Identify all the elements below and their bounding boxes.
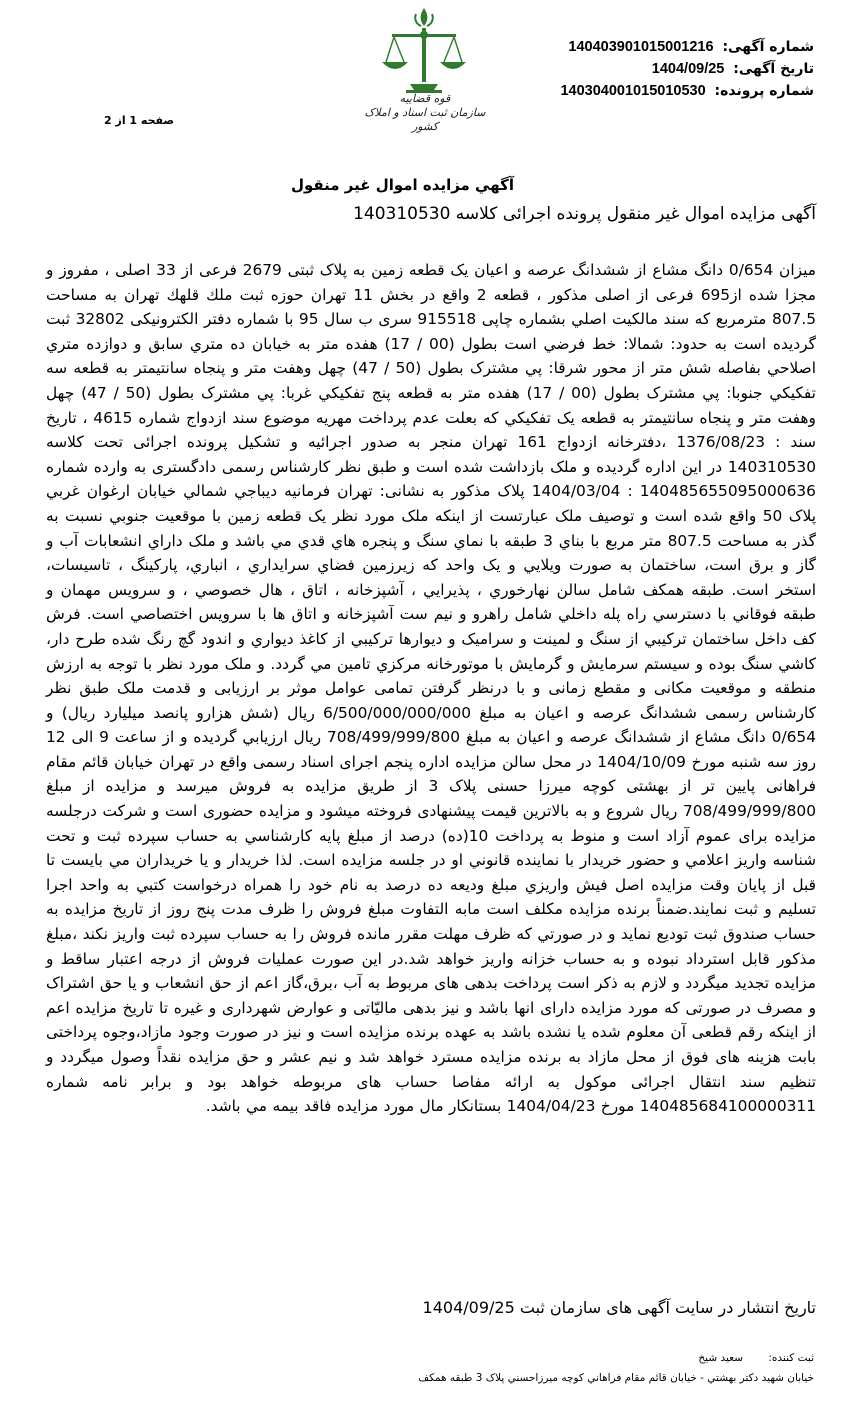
registrar-label: ثبت کننده: — [768, 1352, 814, 1364]
case-number-label: شماره پرونده: — [714, 83, 814, 99]
publication-line: تاریخ انتشار در سایت آگهی های سازمان ثبت 1404/09/25 — [422, 1298, 816, 1317]
notice-body: ميزان 0/654 دانگ مشاع از ششدانگ عرصه و اعيان يک قطعه زمين به پلاک ثبتی 2679 فرعی از 33 اصلی ، مفروز و مجزا شده از695 فرعی از اصلی مذکور ، قطعه 2 واقع در بخش 11 تهران حوزه ثبت ملك قلهك تهران به مساحت 807.5 مترمربع كه سند مالكيت اصلي بشماره چاپی 915518 سری ب سال 95 با شماره دفتر الکترونیکی 32802 ثبت گردیده است به حدود: شمالا: خط فرضي است بطول (00 / 17) هفده متر به خيابان ده متري سابق و دوازده متري اصلاحي بفاصله شش متر از محور شرقا: پي مشترک بطول (50 / 47) چهل وهفت متر و پنجاه سانتيمتر به قطعه سه تفکيکي جنوبا: پي مشترک بطول (00 / 17) هفده متر به قطعه پنج تفکيکي غربا: پي مشترک بطول (50 / 47) چهل وهفت متر و پنجاه سانتيمتر به قطعه يک تفکيکي که بعلت عدم پرداخت مهريه موضوع سند ازدواج شماره 4615 ، تاريخ سند : 1376/08/23 ،دفترخانه ازدواج 161 تهران منجر به صدور اجرائيه و تشکيل پرونده اجرائی تحت کلاسه 140310530 در اين اداره گرديده و ملک بازداشت شده است و طبق نظر کارشناس رسمی دادگستری به وارده شماره 140485655095000636 : 1404/03/04 پلاک مذکور به نشانی: تهران فرمانيه ديباجي شمالي خيابان ارغوان غربي پلاک 50 واقع شده است و توصيف ملک عبارتست از اينکه ملک مورد نظر يک قطعه زمين با موقعيت جنوبي نسبت به گذر به مساحت 807.5 متر مربع با بناي 3 طبقه با نماي سنگ و پنجره هاي قدي مي باشد و ملک داراي انشعابات آب و گاز و برق است، ساختمان به صورت ويلايي و يک واحد که زيرزمين فضاي سرايداري ، انباري، پارکينگ ، تاسيسات، استخر است. طبقه همکف شامل سالن نهارخوري ، پذيرايي ، آشپزخانه ، اتاق ، هال خصوصي ، و سرويس مهمان و طبقه فوقاني با دسترسي راه پله داخلي شامل راهرو و نيم ست آشپزخانه و اتاق ها با سرويس اختصاصي است. فرش کف داخل ساختمان ترکيبي از سنگ و لمينت و سراميک و ديوارها ترکيبي از کاغذ ديواري و اندود گچ رنگ شده طرح دار، کاشي سنگ بوده و سيستم سرمايش و گرمايش با موتورخانه مرکزي تامين مي گردد. و ملک مورد نظر با توجه به ارزش منطقه و موقعيت مکانی و مقطع زمانی و با درنظر گرفتن تمامی عوامل موثر بر ارزيابی و قدمت ملک طبق نظر کارشناس رسمی ششدانگ عرصه و اعيان به مبلغ 6/500/000/000/000 ريال (شش هزارو پانصد ميليارد ريال) و 0/654 دانگ مشاع از ششدانگ عرصه و اعيان به مبلغ 708/499/999/800 ريال ارزيابي گرديده و از ساعت 9 الی 12 روز سه شنبه مورخ 1404/10/09 در محل سالن مزايده اداره پنجم اجرای اسناد رسمی واقع در تهران خيابان قائم مقام فراهانی پايين تر از بهشتی کوچه ميرزا حسنی پلاک 3 از طريق مزايده به فروش ميرسد و مزايده از مبلغ 708/499/999/800 ريال شروع و به بالاترين قيمت پيشنهادی فروخته ميشود و مزايده حضوری است و شرکت درجلسه مزايده برای عموم آزاد است و منوط به پرداخت 10(ده) درصد از مبلغ پايه کارشناسي به حساب سپرده ثبت و تحت شناسه واريز اعلامي و حضور خريدار با نماينده قانوني او در جلسه مزايده است. لذا خريدار و يا خريداران مي بايست تا قبل از پايان وقت مزايده اصل فيش واريزي مبلغ وديعه ده درصد به نام خود را همراه درخواست کتبي به واحد اجرا تسليم و ثبت نمايند.ضمناً برنده مزايده مکلف است مابه التفاوت مبلغ فروش را ظرف مدت پنج روز از تاريخ مزايده به حساب صندوق ثبت توديع نمايد و در صورتي که ظرف مهلت مقرر مانده فروش را به حساب سپرده ثبت واريز نکند ،مبلغ مذکور قابل استرداد نبوده و به حساب خزانه واريز خواهد شد.در اين صورت عمليات فروش از درجه اعتبار ساقط و مزايده تجديد ميگردد و لازم به ذکر است پرداخت بدهی های مربوط به آب ،برق،گاز اعم از حق انشعاب و يا حق اشتراک و مصرف در صورتی که مورد مزايده دارای انها باشد و نيز بدهی ماليّاتی و عوارض شهرداری و غيره تا تاريخ مزايده اعم از اينکه رقم قطعی آن معلوم شده يا نشده باشد به عهده برنده مزايده است و نيز در صورت وجود مازاد،وجوه پرداختی بابت هزينه های فوق از محل مازاد به برنده مزايده مسترد خواهد شد و نيم عشر و حق مزايده نقداً وصول ميگردد و تنظيم سند انتقال اجرائی موکول به ارائه مفاصا حساب های مربوطه خواهد بود و برابر نامه شماره 140485684100000311 مورخ 1404/04/23 بستانکار مال مورد مزايده فاقد بيمه مي باشد. — [46, 261, 817, 1116]
registrar-row — [698, 1352, 814, 1364]
notice-number-row — [474, 36, 814, 58]
org-line-2: سازمان ثبت اسناد و املاک کشور — [364, 106, 486, 133]
organization-caption — [350, 92, 500, 134]
notice-date: 1404/09/25 — [651, 61, 725, 77]
case-number: 140304001015010530 — [560, 83, 706, 99]
notice-title: آگهي مزايده اموال غير منقول — [290, 176, 514, 194]
org-line-1: قوه قضاییه — [399, 92, 451, 105]
office-address: خيابان شهيد دکتر بهشتي - خيابان قائم مقام فراهاني کوچه ميرزاحسني پلاک 3 طبقه همکف — [418, 1372, 814, 1384]
case-number-row — [474, 80, 814, 102]
notice-number: 140403901015001216 — [568, 39, 714, 55]
notice-subtitle: آگهی مزایده اموال غیر منقول پرونده اجرائی کلاسه 140310530 — [353, 204, 816, 224]
registrar-name: سعید شیخ — [698, 1352, 744, 1364]
notice-number-label: شماره آگهی: — [722, 39, 814, 55]
notice-meta — [474, 36, 814, 102]
notice-date-label: تاریخ آگهی: — [733, 61, 814, 77]
notice-date-row — [474, 58, 814, 80]
page-indicator: صفحه 1 از 2 — [104, 114, 175, 127]
